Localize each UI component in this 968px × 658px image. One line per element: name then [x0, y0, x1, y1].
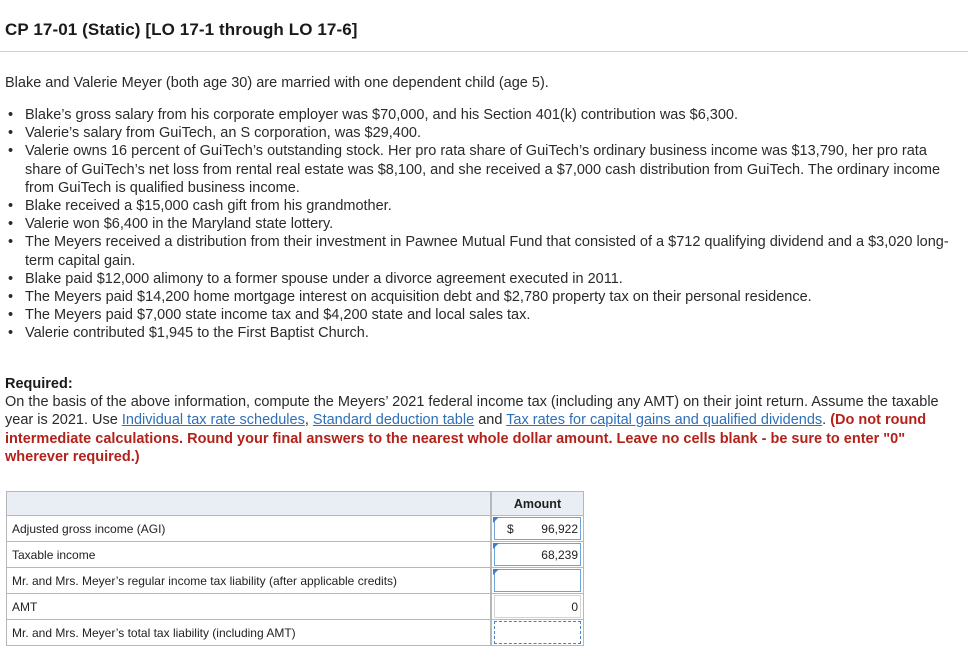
required-section — [5, 375, 950, 466]
intro-text: Blake and Valerie Meyer (both age 30) are married with one dependent child (age 5). — [5, 75, 549, 91]
facts-list — [5, 106, 950, 343]
label-header-cell — [7, 492, 491, 516]
list-item: • The Meyers received a distribution from their investment in Pawnee Mutual Fund that consisted of a $712 qualifying dividend and a $3,020 long-term capital gain. — [5, 233, 950, 269]
table-row — [7, 620, 584, 646]
separator-text: . — [822, 412, 831, 429]
answer-table — [6, 491, 584, 646]
agi-amount-cell[interactable] — [492, 516, 584, 542]
regular-tax-amount-cell[interactable] — [492, 568, 584, 594]
list-item: • The Meyers paid $14,200 home mortgage interest on acquisition debt and $2,780 property tax on their personal residence. — [5, 288, 950, 306]
list-item: • Valerie owns 16 percent of GuiTech’s outstanding stock. Her pro rata share of GuiTech’s ordinary business income was $13,790, her pro rata share of GuiTech’s net loss from rental real estate was $8,100, and she received a $7,000 cash distribution from GuiTech. The ordinary income from GuiTech is qualified business income. — [5, 142, 950, 197]
total-tax-input[interactable] — [494, 621, 581, 644]
link-standard-deduction-table[interactable]: Standard deduction table — [312, 412, 475, 429]
regular-tax-input[interactable] — [494, 569, 581, 592]
instruction-warning: (Do not round intermediate calculations. Round your final answers to the nearest whole dollar amount. Leave no cells blank - be sure to enter "0" wherever required.) — [5, 412, 927, 465]
separator-text: and — [474, 412, 507, 429]
amt-amount-cell[interactable] — [492, 594, 584, 620]
currency-symbol: $ — [507, 521, 514, 536]
answer-marker-icon — [493, 517, 499, 523]
required-text: On the basis of the above information, compute the Meyers’ 2021 federal income tax (including any AMT) on their joint return. Assume the taxable year is 2021. Use — [5, 394, 939, 429]
amount-header: Amount — [492, 492, 584, 516]
table-row — [7, 568, 584, 594]
required-heading: Required: — [5, 376, 73, 392]
list-item: • Valerie contributed $1,945 to the First Baptist Church. — [5, 324, 950, 342]
table-row — [7, 516, 584, 542]
agi-value: 96,922 — [541, 521, 578, 536]
list-item: • Valerie’s salary from GuiTech, an S corporation, was $29,400. — [5, 124, 950, 142]
row-label: Mr. and Mrs. Meyer’s total tax liability (including AMT) — [7, 620, 491, 646]
table-row — [7, 542, 584, 568]
list-item: • Blake’s gross salary from his corporate employer was $70,000, and his Section 401(k) contribution was $6,300. — [5, 106, 950, 124]
taxable-income-input[interactable] — [494, 543, 581, 566]
row-label: Mr. and Mrs. Meyer’s regular income tax liability (after applicable credits) — [7, 568, 491, 594]
separator-text: , — [304, 412, 313, 429]
answer-marker-icon — [493, 543, 499, 549]
total-tax-amount-cell[interactable] — [492, 620, 584, 646]
answer-marker-icon — [493, 569, 499, 575]
list-item: • Blake received a $15,000 cash gift from his grandmother. — [5, 197, 950, 215]
title-divider — [0, 51, 968, 52]
row-label: AMT — [7, 594, 491, 620]
table-row — [7, 594, 584, 620]
list-item: • The Meyers paid $7,000 state income tax and $4,200 state and local sales tax. — [5, 306, 950, 324]
agi-input[interactable] — [494, 517, 581, 540]
row-label: Adjusted gross income (AGI) — [7, 516, 491, 542]
problem-title: CP 17-01 (Static) [LO 17-1 through LO 17-6] — [5, 20, 358, 39]
table-header-row — [7, 492, 584, 516]
taxable-income-value: 68,239 — [541, 547, 578, 562]
amt-value: 0 — [571, 599, 578, 614]
link-individual-tax-rate-schedules[interactable]: Individual tax rate schedules — [121, 412, 305, 429]
list-item: • Valerie won $6,400 in the Maryland state lottery. — [5, 215, 950, 233]
row-label: Taxable income — [7, 542, 491, 568]
amt-input[interactable] — [494, 595, 581, 618]
list-item: • Blake paid $12,000 alimony to a former spouse under a divorce agreement executed in 2011. — [5, 270, 950, 288]
taxable-income-amount-cell[interactable] — [492, 542, 584, 568]
link-capital-gains-rates[interactable]: Tax rates for capital gains and qualified dividends — [506, 412, 823, 429]
